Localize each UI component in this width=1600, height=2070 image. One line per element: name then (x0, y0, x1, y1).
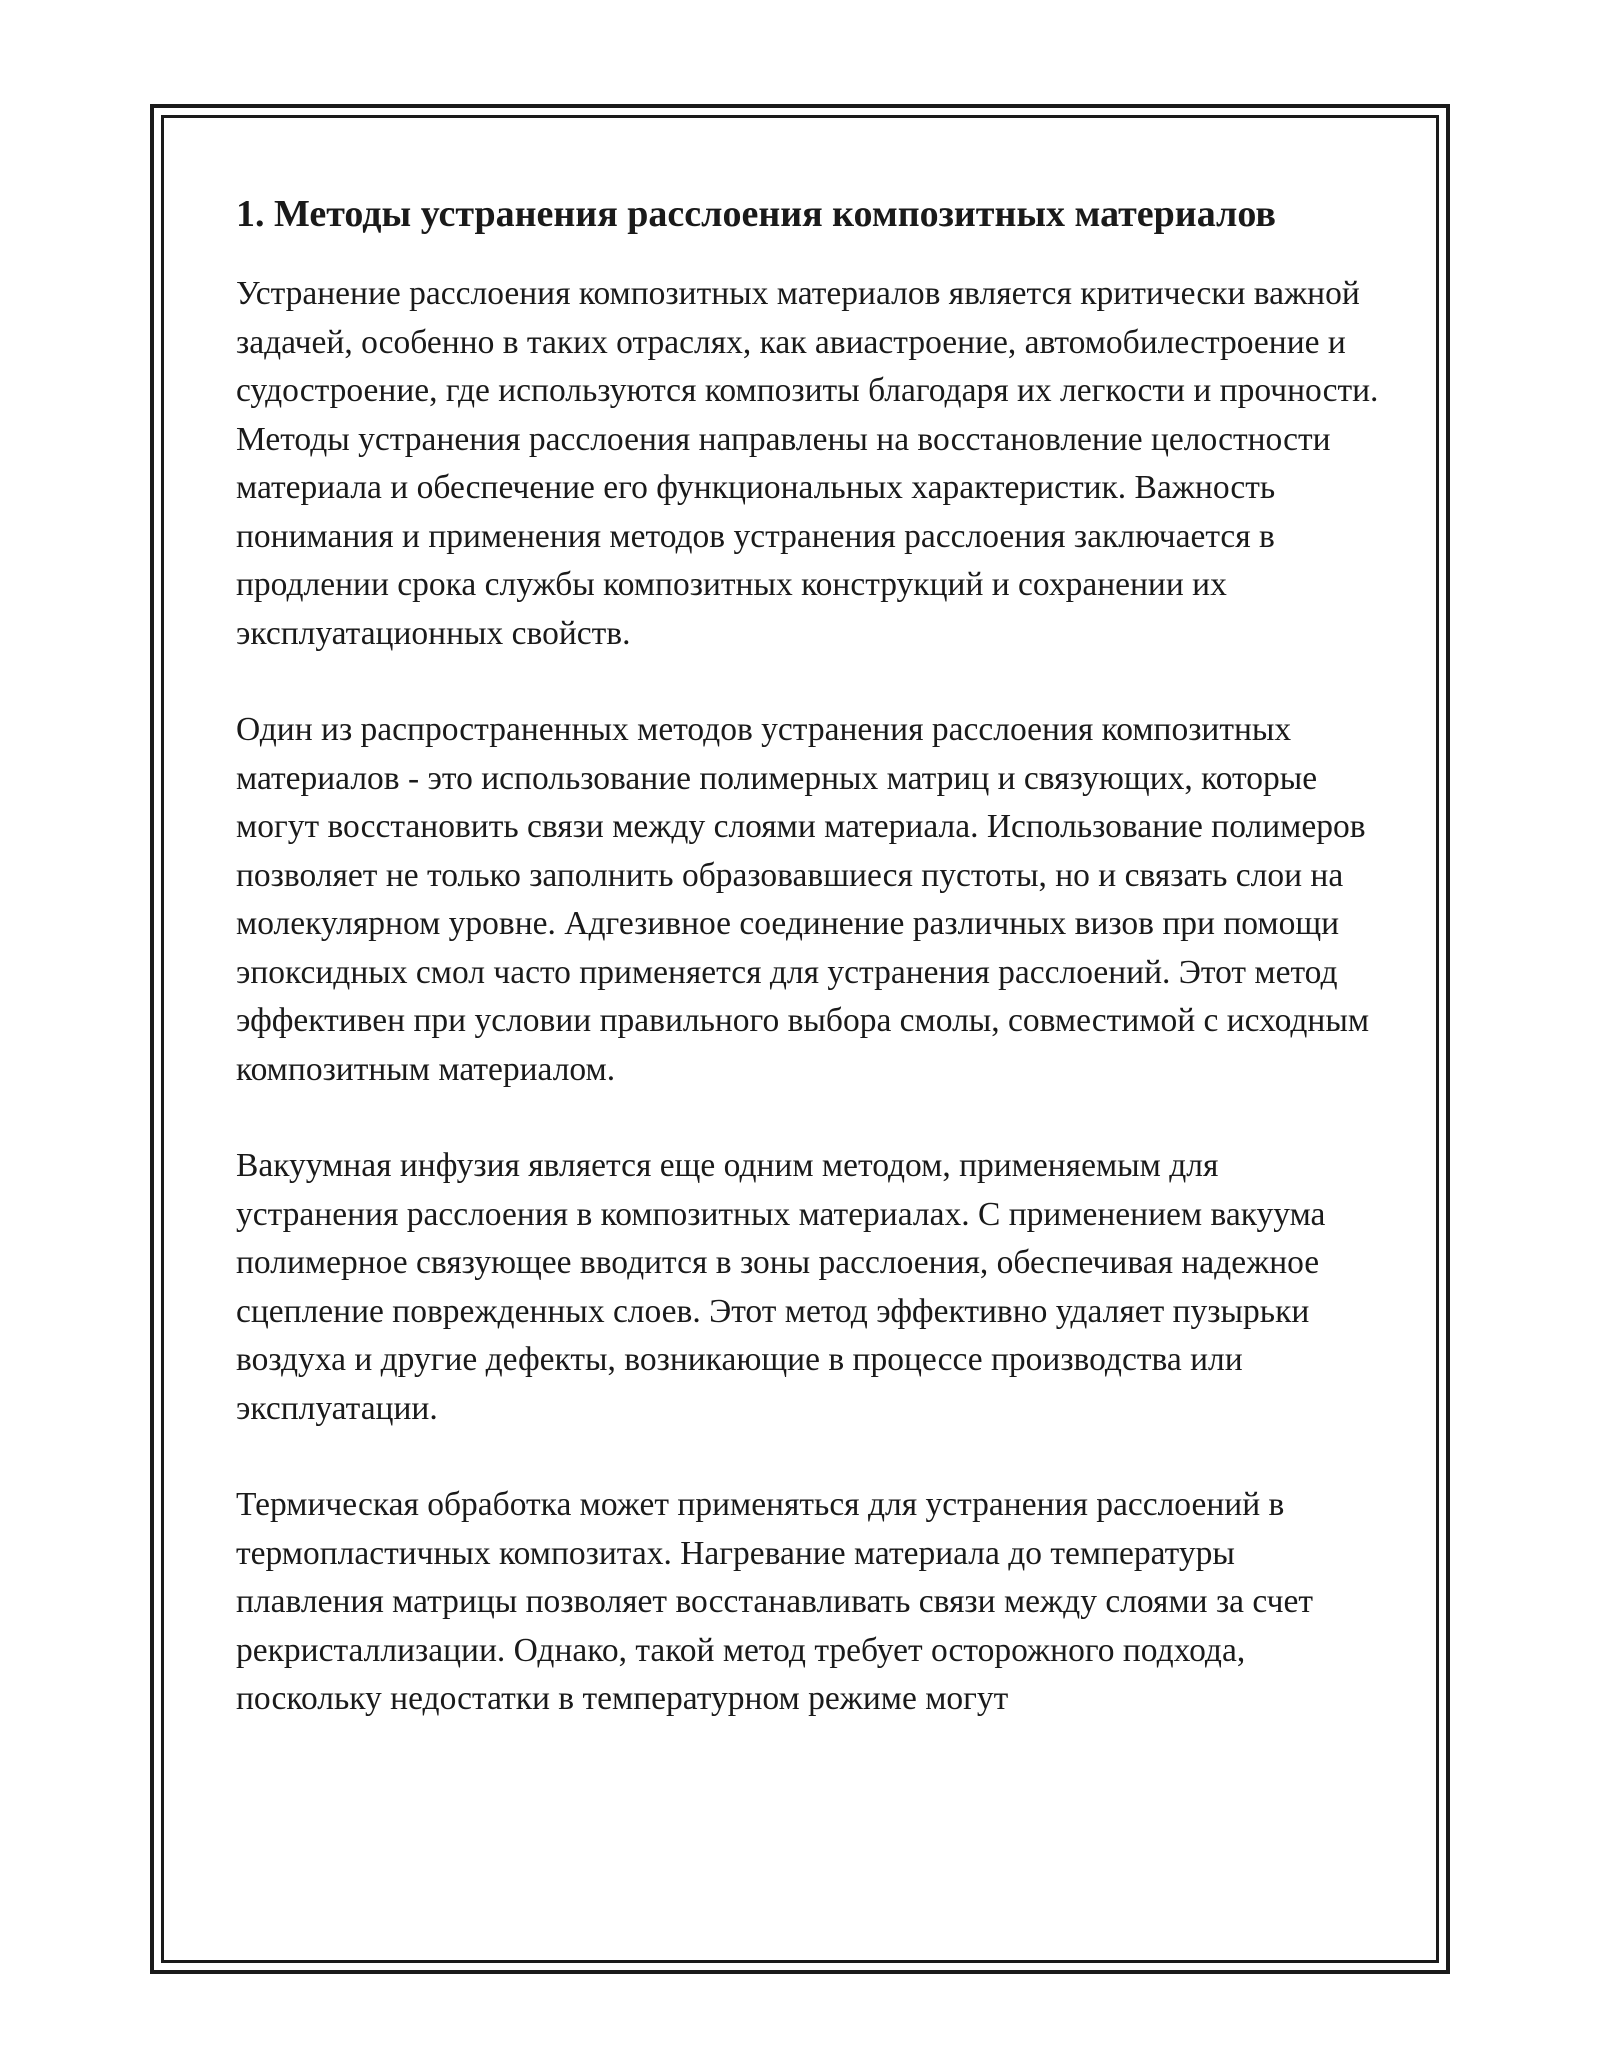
section-heading: 1. Методы устранения расслоения композитных материалов (236, 193, 1276, 235)
paragraph-intro: Устранение расслоения композитных материалов является критически важной задачей, особенно в таких отраслях, как авиастроение, автомобилестроение и судостроение, где используются композиты благодаря их легкости и прочности. Методы устранения расслоения направлены на восстановление целостности материала и обеспечение его функциональных характеристик. Важность понимания и применения методов устранения расслоения заключается в продлении срока службы композитных конструкций и сохранении их эксплуатационных свойств. (236, 275, 1379, 652)
paragraph-polymer-matrix: Один из распространенных методов устранения расслоения композитных материалов - это использование полимерных матриц и связующих, которые могут восстановить связи между слоями материала. Использование полимеров позволяет не только заполнить образовавшиеся пустоты, но и связать слои на молекулярном уровне. Адгезивное соединение различных визов при помощи эпоксидных смол часто применяется для устранения расслоений. Этот метод эффективен при условии правильного выбора смолы, совместимой с исходным композитным материалом. (236, 711, 1370, 1088)
paragraph-thermal-treatment: Термическая обработка может применяться для устранения расслоений в термопластичных композитах. Нагревание материала до температуры плавления матрицы позволяет восстанавливать связи между слоями за счет рекристаллизации. Однако, такой метод требует осторожного подхода, поскольку недостатки в температурном режиме могут (236, 1486, 1313, 1717)
document-body (236, 186, 1386, 1724)
paragraph-vacuum-infusion: Вакуумная инфузия является еще одним методом, применяемым для устранения расслоения в композитных материалах. С применением вакуума полимерное связующее вводится в зоны расслоения, обеспечивая надежное сцепление поврежденных слоев. Этот метод эффективно удаляет пузырьки воздуха и другие дефекты, возникающие в процессе производства или эксплуатации. (236, 1147, 1326, 1427)
